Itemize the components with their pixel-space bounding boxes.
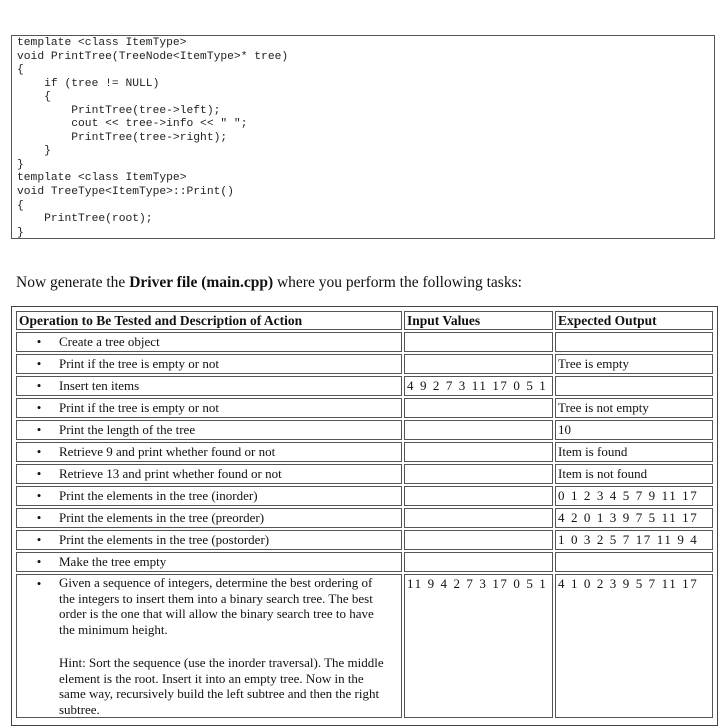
expected-cell: 4 1 0 2 3 9 5 7 11 17 <box>555 574 713 718</box>
expected-cell: 0 1 2 3 4 5 7 9 11 17 <box>555 486 713 506</box>
input-cell <box>404 486 553 506</box>
code-line: } <box>17 158 24 171</box>
expected-cell <box>555 376 713 396</box>
operation-text: Retrieve 9 and print whether found or not <box>59 444 276 459</box>
code-line: PrintTree(root); <box>17 213 153 226</box>
table-row <box>16 574 713 718</box>
code-line: cout << tree->info << " "; <box>17 118 248 131</box>
bullet: • <box>36 334 42 349</box>
table-row <box>16 376 713 396</box>
operation-cell <box>16 486 402 506</box>
bullet: • <box>36 400 42 415</box>
expected-cell: 10 <box>555 420 713 440</box>
operation-text: Print the elements in the tree (postorder) <box>59 532 270 547</box>
best-order-description: Given a sequence of integers, determine the best ordering of the integers to insert them into a binary search tree. The best order is the one that will allow the binary search tree to have the minimum height. <box>59 575 374 637</box>
code-line: { <box>17 91 51 104</box>
table-row <box>16 552 713 572</box>
hint-text: Hint: Sort the sequence (use the inorder traversal). The middle element is the root. Insert it into an empty tree. Now in the same way, recursively build the left subtree and then the right subtree. <box>59 655 384 717</box>
table-row <box>16 354 713 374</box>
operation-text: Print the elements in the tree (inorder) <box>59 488 258 503</box>
code-line: template <class ItemType> <box>17 172 187 185</box>
operation-text: Insert ten items <box>59 378 140 393</box>
bullet: • <box>36 554 42 569</box>
bullet: • <box>36 466 42 481</box>
code-line: PrintTree(tree->left); <box>17 104 221 117</box>
expected-cell <box>555 552 713 572</box>
bullet: • <box>36 576 42 591</box>
code-line: } <box>17 226 24 239</box>
code-line: } <box>17 145 51 158</box>
input-cell <box>404 464 553 484</box>
expected-cell: Item is found <box>555 442 713 462</box>
operation-cell <box>16 420 402 440</box>
code-line: if (tree != NULL) <box>17 77 160 90</box>
operation-text: Print the length of the tree <box>59 422 196 437</box>
input-cell <box>404 442 553 462</box>
input-cell: 11 9 4 2 7 3 17 0 5 1 <box>404 574 553 718</box>
input-cell: 4 9 2 7 3 11 17 0 5 1 <box>404 376 553 396</box>
header-expected-output: Expected Output <box>555 311 713 330</box>
expected-cell <box>555 332 713 352</box>
table-row <box>16 464 713 484</box>
code-line: void TreeType<ItemType>::Print() <box>17 186 234 199</box>
operation-cell <box>16 508 402 528</box>
table-row <box>16 420 713 440</box>
input-cell <box>404 552 553 572</box>
bullet: • <box>36 510 42 525</box>
input-cell <box>404 420 553 440</box>
table-row <box>16 530 713 550</box>
operation-cell <box>16 376 402 396</box>
table-row <box>16 508 713 528</box>
bullet: • <box>36 378 42 393</box>
intro-driver-file: Driver file (main.cpp) <box>129 274 274 291</box>
expected-cell: Item is not found <box>555 464 713 484</box>
code-line: { <box>17 64 24 77</box>
input-cell <box>404 332 553 352</box>
table-row <box>16 398 713 418</box>
test-cases-table-frame <box>11 306 718 726</box>
table-row <box>16 332 713 352</box>
code-listing <box>11 35 715 239</box>
operation-cell <box>16 398 402 418</box>
operation-text <box>59 575 389 717</box>
intro-suffix: where you perform the following tasks: <box>273 274 522 291</box>
operation-text: Create a tree object <box>59 334 160 349</box>
input-cell <box>404 508 553 528</box>
code-line: PrintTree(tree->right); <box>17 131 228 144</box>
intro-prefix: Now generate the <box>16 274 130 291</box>
operation-text: Print if the tree is empty or not <box>59 356 219 371</box>
table-row <box>16 442 713 462</box>
expected-cell: Tree is not empty <box>555 398 713 418</box>
code-line: template <class ItemType> <box>17 37 187 49</box>
instructions-text <box>16 274 522 292</box>
table-row <box>16 486 713 506</box>
operation-cell <box>16 464 402 484</box>
operation-cell <box>16 530 402 550</box>
bullet: • <box>36 532 42 547</box>
input-cell <box>404 354 553 374</box>
table-header-row <box>16 311 713 330</box>
operation-text: Retrieve 13 and print whether found or not <box>59 466 282 481</box>
operation-text: Print the elements in the tree (preorder) <box>59 510 265 525</box>
bullet: • <box>36 488 42 503</box>
operation-cell <box>16 574 402 718</box>
code-line: void PrintTree(TreeNode<ItemType>* tree) <box>17 50 289 63</box>
bullet: • <box>36 444 42 459</box>
expected-cell: Tree is empty <box>555 354 713 374</box>
operation-text: Make the tree empty <box>59 554 167 569</box>
input-cell <box>404 398 553 418</box>
operation-text: Print if the tree is empty or not <box>59 400 219 415</box>
test-cases-table <box>14 309 715 720</box>
header-operation: Operation to Be Tested and Description of Action <box>16 311 402 330</box>
bullet: • <box>36 356 42 371</box>
code-block <box>12 36 714 240</box>
expected-cell: 4 2 0 1 3 9 7 5 11 17 <box>555 508 713 528</box>
bullet: • <box>36 422 42 437</box>
operation-cell <box>16 442 402 462</box>
code-line: { <box>17 199 24 212</box>
operation-cell <box>16 332 402 352</box>
operation-cell <box>16 552 402 572</box>
header-input-values: Input Values <box>404 311 553 330</box>
expected-cell: 1 0 3 2 5 7 17 11 9 4 <box>555 530 713 550</box>
input-cell <box>404 530 553 550</box>
operation-cell <box>16 354 402 374</box>
